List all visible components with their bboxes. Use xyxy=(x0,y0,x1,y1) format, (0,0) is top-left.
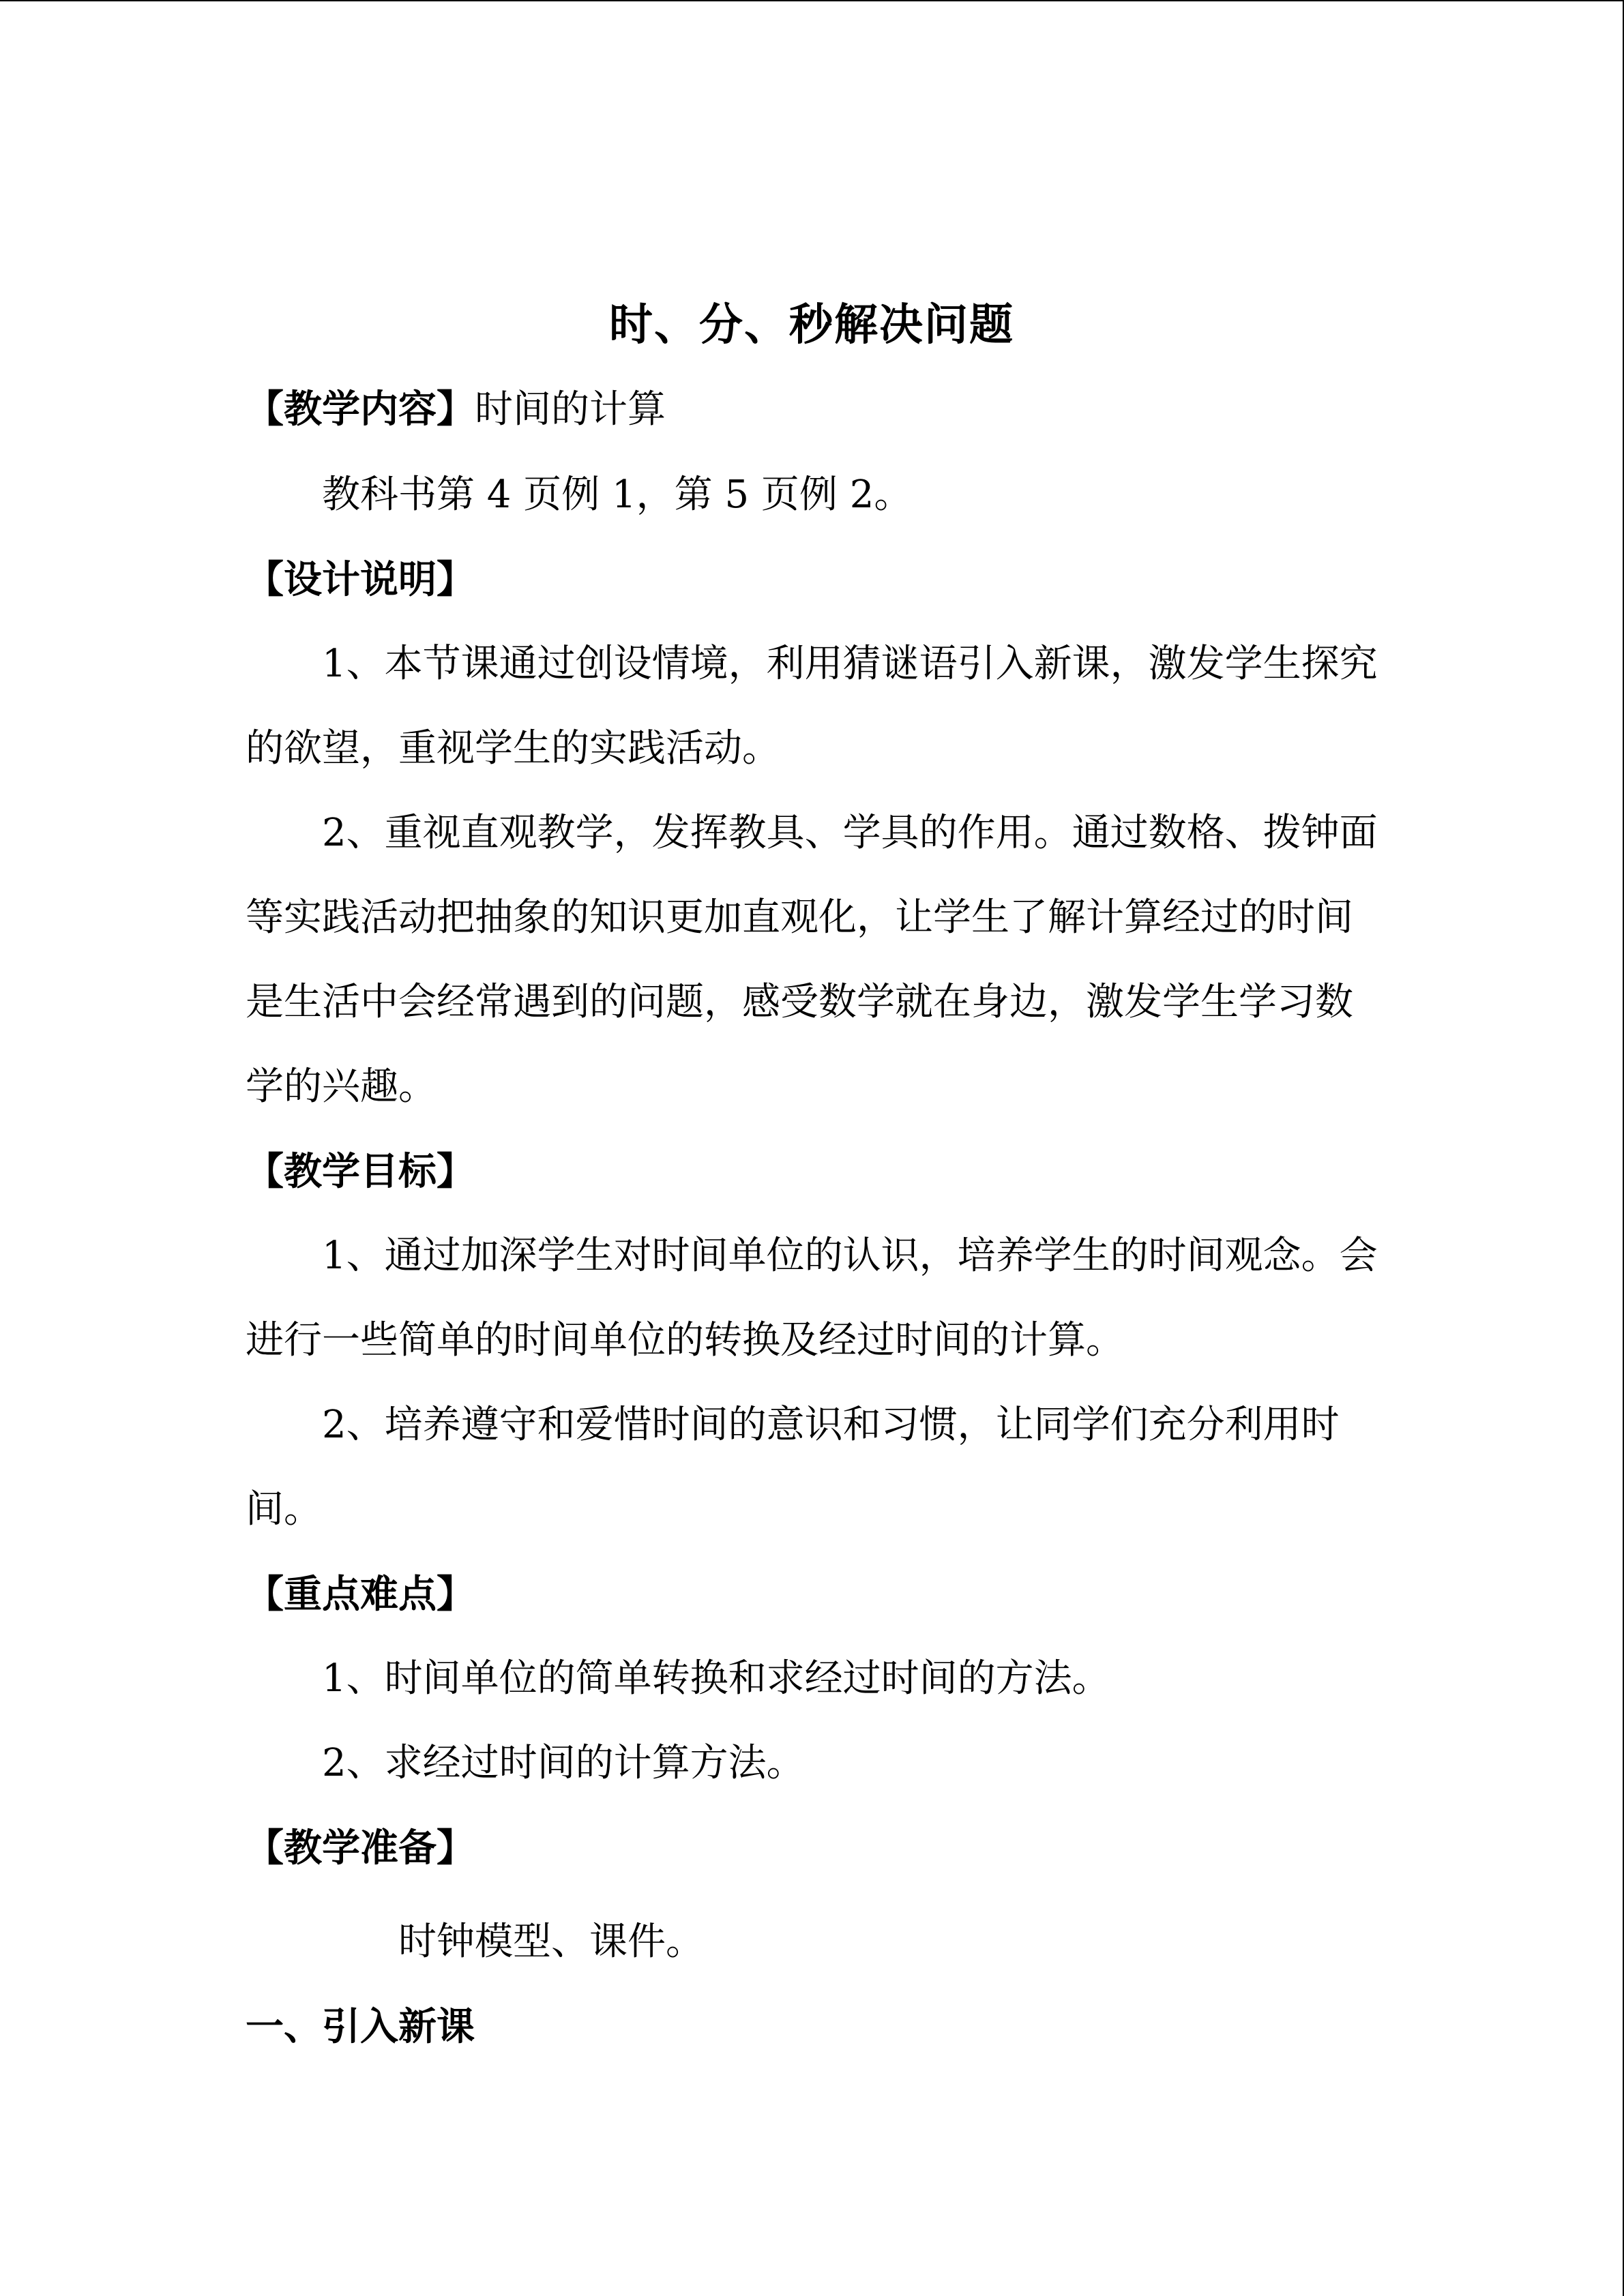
objectives-p2-line2: 间。 xyxy=(246,1487,322,1532)
design-notes-p2-line3: 是生活中会经常遇到的问题，感受数学就在身边，激发学生学习数 xyxy=(246,980,1353,1024)
teaching-content-line xyxy=(246,382,666,437)
teaching-content-detail: 教科书第 4 页例 1，第 5 页例 2。 xyxy=(322,473,913,517)
section-one-heading: 一、引入新课 xyxy=(246,2004,475,2049)
key-points-item-1: 1、时间单位的简单转换和求经过时间的方法。 xyxy=(322,1656,1110,1701)
teaching-content-text: 时间的计算 xyxy=(475,387,666,432)
key-points-item-2: 2、求经过时间的计算方法。 xyxy=(322,1741,805,1785)
design-notes-heading: 【设计说明】 xyxy=(246,557,475,602)
page-border-top xyxy=(0,0,1624,1)
preparation-text: 时钟模型、课件。 xyxy=(398,1920,704,1964)
design-notes-p1-line1: 1、本节课通过创设情境，利用猜谜语引入新课，激发学生探究 xyxy=(322,642,1378,686)
design-notes-p1-line2: 的欲望，重视学生的实践活动。 xyxy=(246,726,780,771)
design-notes-p2-line2: 等实践活动把抽象的知识更加直观化，让学生了解计算经过的时间 xyxy=(246,895,1353,940)
objectives-heading: 【教学目标】 xyxy=(246,1149,475,1194)
key-points-heading: 【重点难点】 xyxy=(246,1572,475,1617)
teaching-content-heading: 【教学内容】 xyxy=(246,387,475,432)
design-notes-p2-line1: 2、重视直观教学，发挥教具、学具的作用。通过数格、拨钟面 xyxy=(322,811,1378,855)
preparation-heading: 【教学准备】 xyxy=(246,1825,475,1870)
objectives-p2-line1: 2、培养遵守和爱惜时间的意识和习惯，让同学们充分利用时 xyxy=(322,1403,1340,1447)
objectives-p1-line2: 进行一些简单的时间单位的转换及经过时间的计算。 xyxy=(246,1318,1124,1362)
document-title: 时、分、秒解决问题 xyxy=(609,299,1014,351)
objectives-p1-line1: 1、通过加深学生对时间单位的认识，培养学生的时间观念。会 xyxy=(322,1234,1378,1278)
design-notes-p2-line4: 学的兴趣。 xyxy=(246,1064,437,1109)
